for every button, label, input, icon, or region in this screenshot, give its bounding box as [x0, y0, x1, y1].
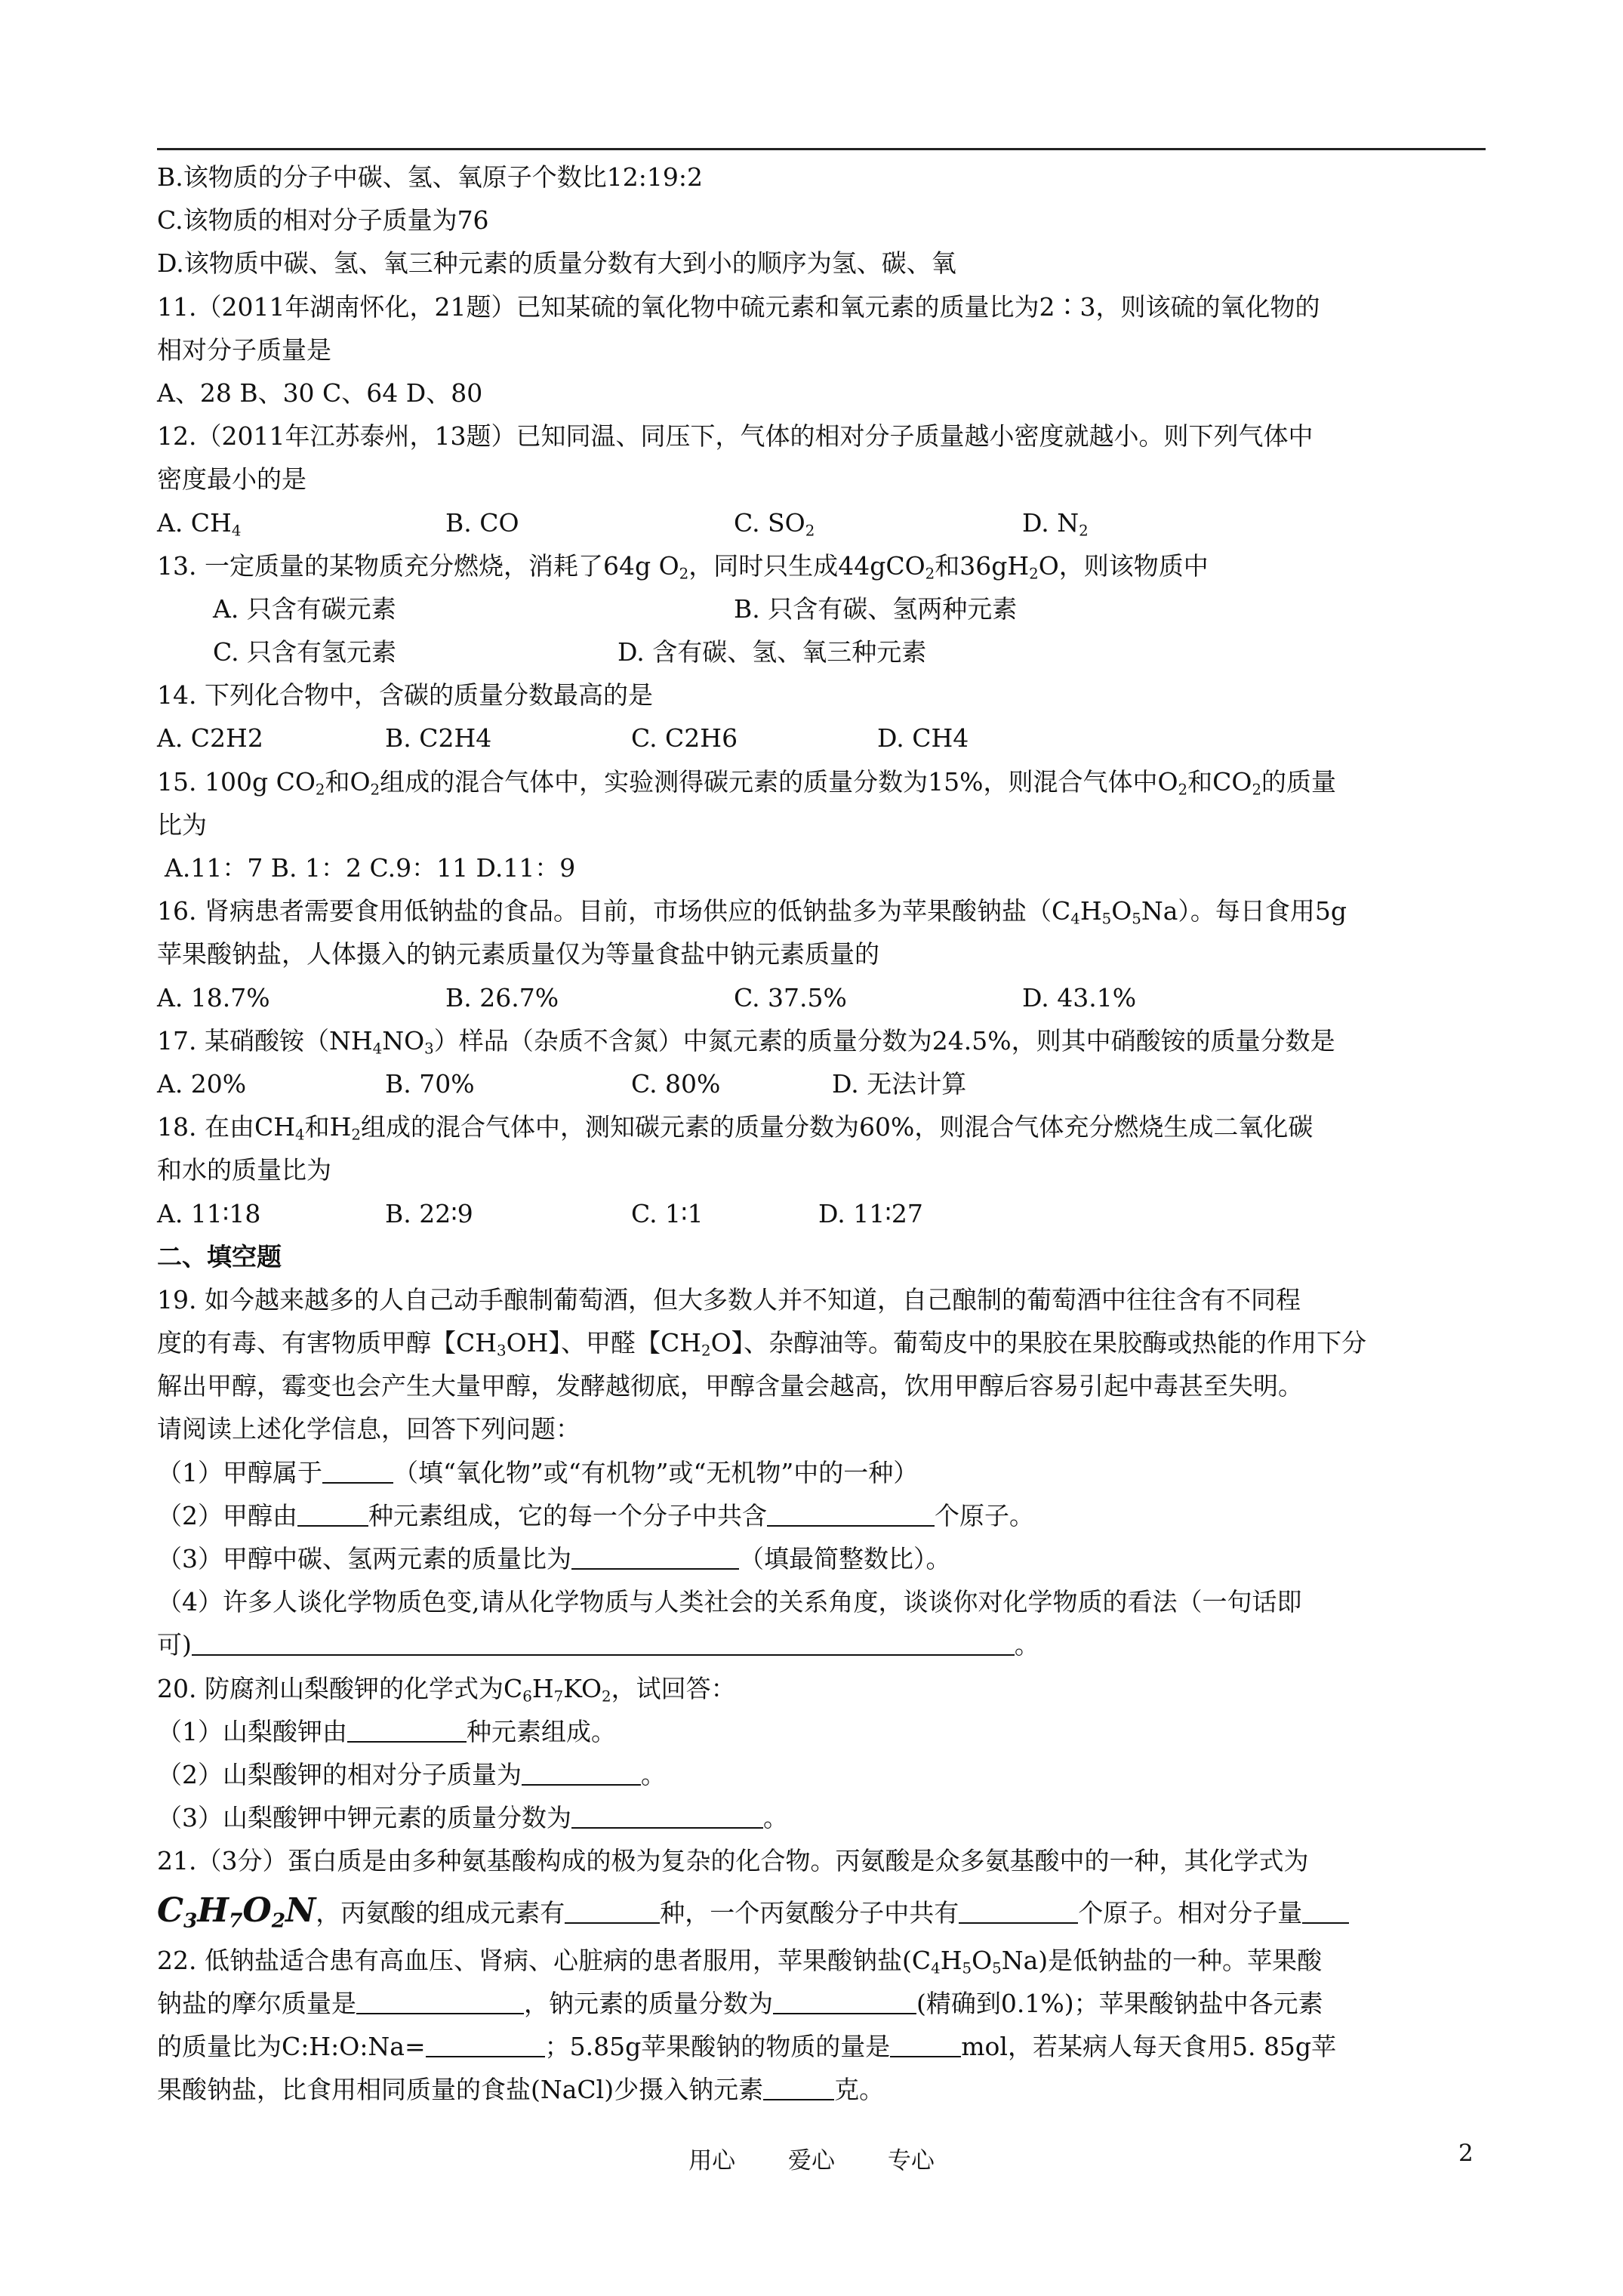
- question-19-cont: 度的有毒、有害物质甲醇【$CH_3OH$】、甲醛【$CH_2O$】、杂醇油等。葡萄皮中的果胶在果胶酶或热能的作用下分: [157, 1328, 1367, 1360]
- option-a: A. $CH_4$: [157, 507, 242, 540]
- question-13: 13. 一定质量的某物质充分燃烧，消耗了64g $O_2$，同时只生成44gCO$_2$和$36gH_2O$，则该物质中: [157, 550, 1209, 583]
- question-15: 15. 100g $CO_2$和$O_2$组成的混合气体中，实验测得碳元素的质量分数为15%，则混合气体中$O_2$和$CO_2$的质量: [157, 766, 1337, 799]
- question-19-cont: 解出甲醇，霉变也会产生大量甲醇，发酵越彻底，甲醇含量会越高，饮用甲醇后容易引起中毒甚至失明。: [157, 1371, 1303, 1401]
- answer-blank[interactable]: [571, 1546, 739, 1570]
- option-c: C. 1∶1: [631, 1198, 704, 1228]
- question-22-cont: 果酸钠盐，比食用相同质量的食盐(NaCl)少摄入钠元素 克。: [157, 2075, 885, 2105]
- option-a: A. 11∶18: [157, 1198, 261, 1228]
- question-12: 12.（2011年江苏泰州，13题）已知同温、同压下，气体的相对分子质量越小密度就越小。则下列气体中: [157, 421, 1313, 451]
- question-16-cont: 苹果酸钠盐，人体摄入的钠元素质量仅为等量食盐中钠元素质量的: [157, 939, 879, 969]
- answer-blank[interactable]: [565, 1900, 660, 1924]
- question-22: 22. 低钠盐适合患有高血压、肾病、心脏病的患者服用，苹果酸钠盐$(C_4H_5O_5Na)$是低钠盐的一种。苹果酸: [157, 1945, 1323, 1977]
- question-22-cont: 钠盐的摩尔质量是 ，钠元素的质量分数为 (精确到0.1%)；苹果酸钠盐中各元素: [157, 1988, 1323, 2018]
- answer-blank[interactable]: [356, 1990, 524, 2014]
- answer-blank[interactable]: [571, 1804, 763, 1829]
- question-11-options: A、28 B、30 C、64 D、80: [157, 378, 483, 408]
- option-c: C. 80%: [631, 1068, 721, 1099]
- answer-blank[interactable]: [522, 1761, 641, 1786]
- section-heading: 二、填空题: [157, 1241, 282, 1271]
- option-c: C. 37.5%: [734, 982, 847, 1012]
- option-a: A. 20%: [157, 1068, 247, 1099]
- question-21-cont: $C_3H_7O_2N$，丙氨酸的组成元素有 种，一个丙氨酸分子中共有 个原子。相对分子量: [157, 1883, 1486, 1939]
- header-rule: [157, 148, 1486, 150]
- option-b: B. C2H4: [385, 723, 492, 754]
- question-19-part3: （3）甲醇中碳、氢两元素的质量比为 （填最简整数比）。: [157, 1544, 951, 1573]
- option-d: D. 无法计算: [832, 1068, 967, 1099]
- question-20: 20. 防腐剂山梨酸钾的化学式为$C_6H_7KO_2$，试回答：: [157, 1673, 736, 1706]
- option-line: B.该物质的分子中碳、氢、氧原子个数比12:19:2: [157, 162, 703, 192]
- footer-word: 爱心: [788, 2147, 835, 2174]
- answer-blank[interactable]: [959, 1900, 1078, 1924]
- question-20-part1: （1）山梨酸钾由 种元素组成。: [157, 1716, 616, 1746]
- question-11: 11.（2011年湖南怀化，21题）已知某硫的氧化物中硫元素和氧元素的质量比为2∶3，则该硫的氧化物的: [157, 291, 1320, 322]
- question-18-cont: 和水的质量比为: [157, 1155, 331, 1185]
- question-19: 19. 如今越来越多的人自己动手酿制葡萄酒，但大多数人并不知道，自己酿制的葡萄酒中往往含有不同程: [157, 1284, 1301, 1314]
- option-b: B. 只含有碳、氢两种元素: [734, 593, 1018, 624]
- chemical-formula: $C_3H_7O_2N$: [157, 1891, 316, 1932]
- question-14: 14. 下列化合物中，含碳的质量分数最高的是: [157, 680, 653, 710]
- question-18: 18. 在由$CH_4$和$H_2$组成的混合气体中，测知碳元素的质量分数为60%，则混合气体充分燃烧生成二氧化碳: [157, 1112, 1313, 1144]
- option-a: A. 只含有碳元素: [213, 593, 396, 624]
- question-17: 17. 某硝酸铵$(NH_4NO_3)$样品（杂质不含氮）中氮元素的质量分数为24.5%，则其中硝酸铵的质量分数是: [157, 1025, 1335, 1058]
- question-14-options: [157, 717, 1486, 760]
- answer-blank[interactable]: [347, 1718, 467, 1743]
- option-b: B. 70%: [385, 1068, 475, 1099]
- option-c: C. C2H6: [631, 723, 738, 754]
- answer-blank[interactable]: [192, 1632, 1015, 1656]
- option-line: C.该物质的相对分子质量为76: [157, 205, 489, 236]
- question-12-cont: 密度最小的是: [157, 464, 306, 495]
- answer-blank[interactable]: [322, 1459, 393, 1484]
- answer-blank[interactable]: [890, 2033, 961, 2057]
- option-d: D. 43.1%: [1022, 982, 1137, 1012]
- page-number: 2: [1458, 2140, 1474, 2167]
- footer-word: 专心: [887, 2147, 935, 2174]
- option-d: D. 含有碳、氢、氧三种元素: [617, 637, 927, 667]
- question-21: 21.（3分）蛋白质是由多种氨基酸构成的极为复杂的化合物。丙氨酸是众多氨基酸中的一种，其化学式为: [157, 1846, 1309, 1876]
- page-body: [157, 156, 1486, 2111]
- option-a: A. 18.7%: [157, 982, 270, 1012]
- question-19-cont: 请阅读上述化学信息，回答下列问题：: [157, 1414, 581, 1444]
- question-16: 16. 肾病患者需要食用低钠盐的食品。目前，市场供应的低钠盐多为苹果酸钠盐$(C_4H_5O_5Na)$。每日食用5g: [157, 896, 1347, 928]
- option-b: B. 22∶9: [385, 1198, 473, 1228]
- question-20-part3: （3）山梨酸钾中钾元素的质量分数为 。: [157, 1803, 788, 1833]
- option-d: D. CH4: [877, 723, 969, 754]
- question-20-part2: （2）山梨酸钾的相对分子质量为 。: [157, 1759, 666, 1789]
- question-19-part4-cont: 可) 。: [157, 1630, 1039, 1660]
- question-12-options: [157, 501, 1486, 544]
- question-19-part4: （4）许多人谈化学物质色变,请从化学物质与人类社会的关系角度，谈谈你对化学物质的看法（一句话即: [157, 1587, 1302, 1617]
- option-d: D. $N_2$: [1022, 507, 1089, 540]
- option-d: D. 11∶27: [818, 1198, 923, 1228]
- question-11-cont: 相对分子质量是: [157, 334, 331, 365]
- option-b: B. 26.7%: [445, 982, 559, 1012]
- option-a: A. C2H2: [157, 723, 263, 754]
- question-19-part2: （2）甲醇由 种元素组成，它的每一个分子中共含 个原子。: [157, 1500, 1034, 1530]
- question-17-options: [157, 1062, 1486, 1105]
- question-15-options: A.11：7 B. 1：2 C.9：11 D.11：9: [165, 853, 576, 883]
- question-18-options: [157, 1192, 1486, 1235]
- question-22-cont: 的质量比为C:H:O:Na= ；5.85g苹果酸钠的物质的量是 mol，若某病人每天食用5. 85g苹: [157, 2031, 1337, 2061]
- answer-blank[interactable]: [426, 2033, 545, 2057]
- question-13-options-ab: [157, 587, 1486, 630]
- question-15-cont: 比为: [157, 809, 207, 840]
- question-13-options-cd: [157, 630, 1486, 673]
- option-c: C. $SO_2$: [734, 507, 815, 540]
- footer-motto: [0, 2141, 1623, 2175]
- answer-blank[interactable]: [1302, 1900, 1349, 1924]
- option-c: C. 只含有氢元素: [213, 637, 397, 667]
- option-line: D.该物质中碳、氢、氧三种元素的质量分数有大到小的顺序为氢、碳、氧: [157, 248, 956, 279]
- answer-blank[interactable]: [297, 1502, 368, 1527]
- answer-blank[interactable]: [773, 1990, 916, 2014]
- question-19-part1: （1）甲醇属于 （填“氧化物”或“有机物”或“无机物”中的一种）: [157, 1457, 919, 1487]
- footer-word: 用心: [688, 2147, 736, 2174]
- option-b: B. CO: [445, 507, 519, 538]
- question-16-options: [157, 976, 1486, 1019]
- answer-blank[interactable]: [763, 2076, 834, 2100]
- answer-blank[interactable]: [767, 1502, 935, 1527]
